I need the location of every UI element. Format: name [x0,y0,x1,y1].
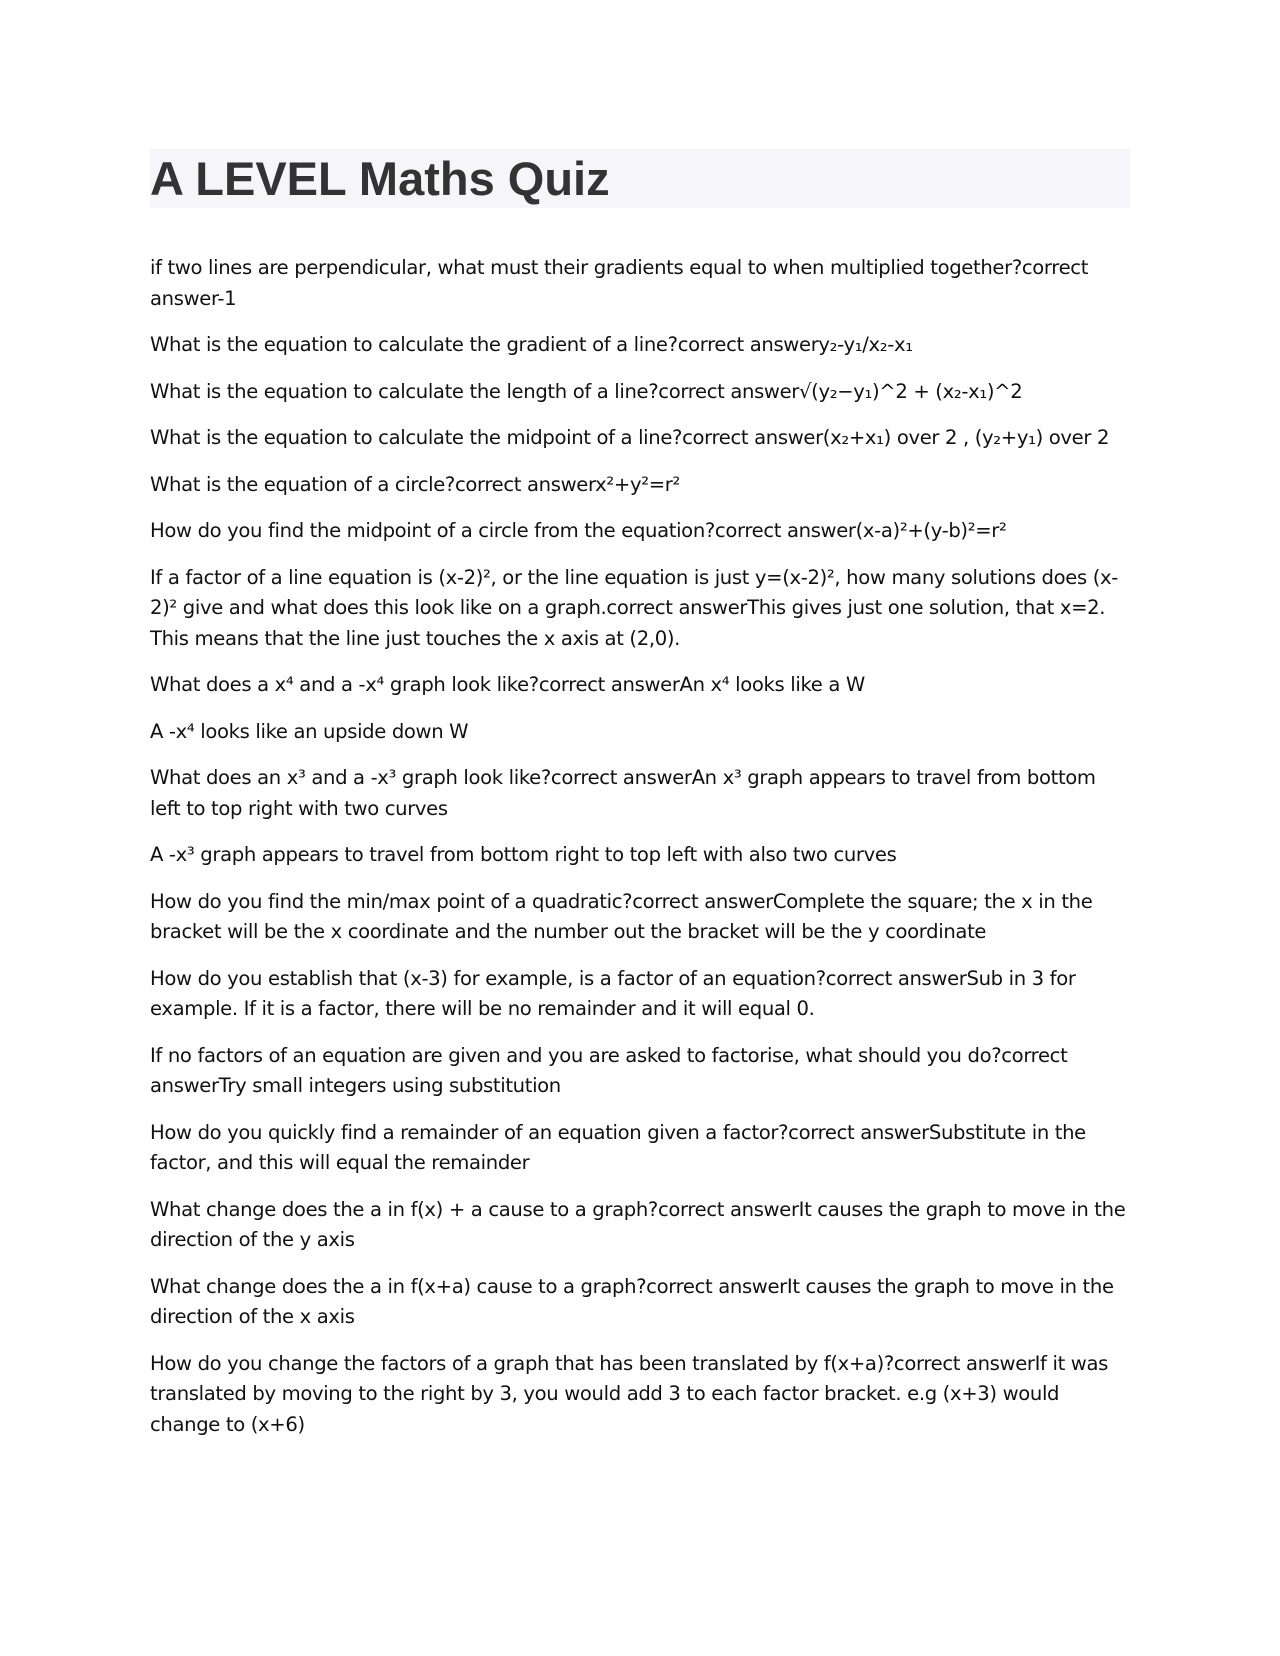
quiz-item: What change does the a in f(x+a) cause to a graph?correct answerIt causes the graph to move in the direction of the x axis [150,1274,1114,1328]
quiz-item: What is the equation to calculate the gradient of a line?correct answery₂-y₁/x₂-x₁ [150,333,913,356]
quiz-item: If a factor of a line equation is (x-2)², or the line equation is just y=(x-2)², how many solutions does (x-2)² give and what does this look like on a graph.correct answerThis gives just one solution, that x=2. This means that the line just touches the x axis at (2,0). [150,565,1118,650]
quiz-item: If no factors of an equation are given and you are asked to factorise, what should you do?correct answerTry small integers using substitution [150,1043,1068,1097]
document-page [150,149,1130,1456]
page-title: A LEVEL Maths Quiz [150,152,610,205]
quiz-item: What is the equation of a circle?correct answerx²+y²=r² [150,472,680,496]
quiz-item: What change does the a in f(x) + a cause to a graph?correct answerIt causes the graph to move in the direction of the y axis [150,1197,1126,1251]
quiz-item: A -x³ graph appears to travel from bottom right to top left with also two curves [150,843,897,866]
quiz-item: What is the equation to calculate the length of a line?correct answer√(y₂−y₁)^2 + (x₂-x₁)^2 [150,379,1023,403]
quiz-item: How do you find the min/max point of a quadratic?correct answerComplete the square; the x in the bracket will be the x coordinate and the number out the bracket will be the y coordinate [150,889,1093,943]
quiz-item: What does a x⁴ and a -x⁴ graph look like?correct answerAn x⁴ looks like a W [150,673,865,696]
title-banner [150,149,1130,208]
quiz-item: if two lines are perpendicular, what must their gradients equal to when multiplied together?correct answer-1 [150,256,1089,310]
quiz-item: What is the equation to calculate the midpoint of a line?correct answer(x₂+x₁) over 2 , (y₂+y₁) over 2 [150,426,1110,449]
quiz-item: How do you quickly find a remainder of an equation given a factor?correct answerSubstitute in the factor, and this will equal the remainder [150,1120,1086,1174]
quiz-item: How do you establish that (x-3) for example, is a factor of an equation?correct answerSub in 3 for example. If it is a factor, there will be no remainder and it will equal 0. [150,966,1076,1020]
quiz-item: How do you find the midpoint of a circle from the equation?correct answer(x-a)²+(y-b)²=r² [150,519,1007,542]
quiz-item: A -x⁴ looks like an upside down W [150,719,469,743]
quiz-item: How do you change the factors of a graph that has been translated by f(x+a)?correct answerIf it was translated by moving to the right by 3, you would add 3 to each factor bracket. e.g (x+3) would change to (x+6) [150,1351,1108,1436]
quiz-item: What does an x³ and a -x³ graph look like?correct answerAn x³ graph appears to travel from bottom left to top right with two curves [150,766,1096,820]
